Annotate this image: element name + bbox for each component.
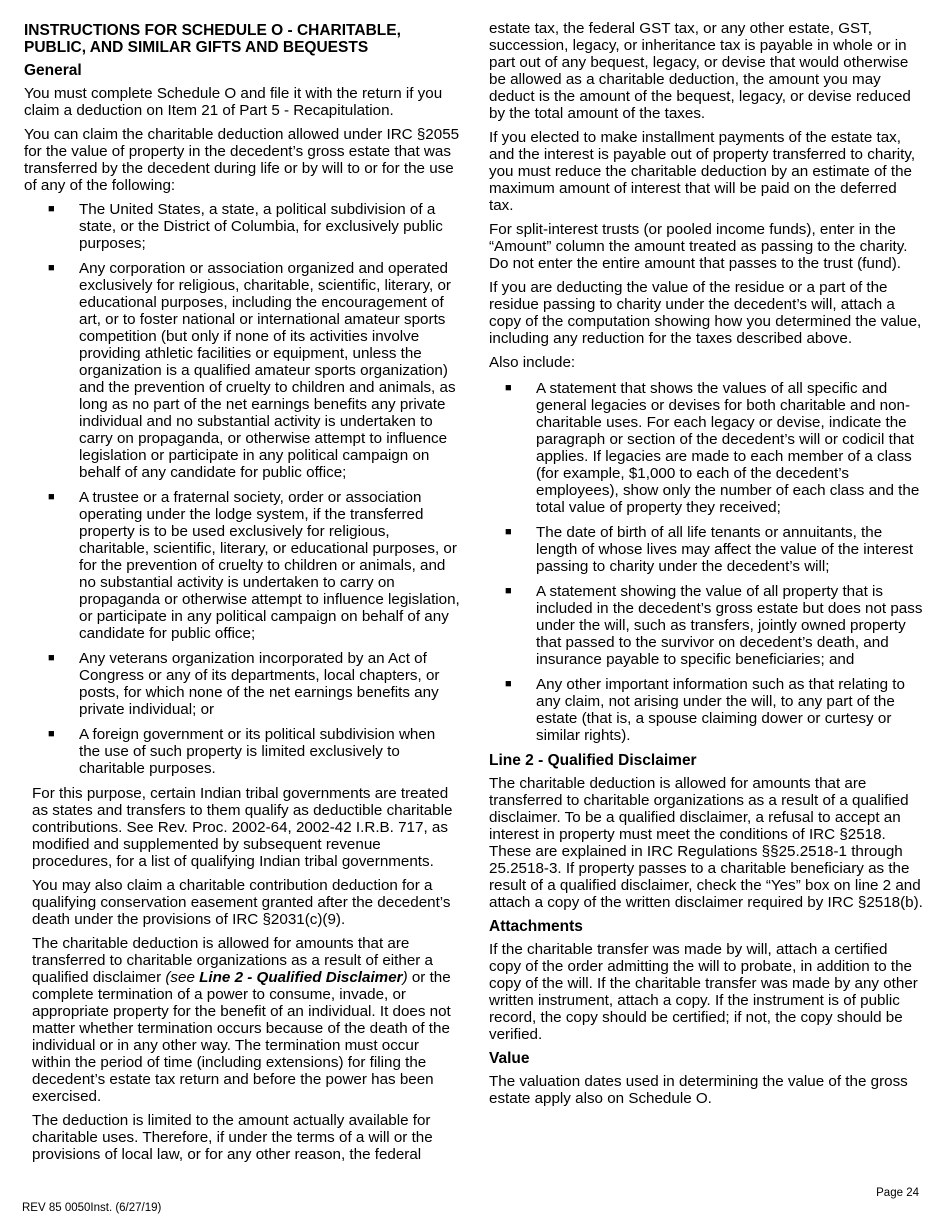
paragraph-text: or the complete termination of a power to consume, invade, or appropriate property for the benefit of an individual. It does not matter whether termination occurs because of the death of the individual or in any other way. The termination must occur within the period of time (including extensions) for filing the decedent’s estate tax return and before the power has been exercised.: [32, 969, 451, 1105]
list-item: [24, 201, 460, 252]
list-item: [489, 676, 923, 744]
bullet-icon: ■: [505, 678, 512, 690]
list-item: [24, 260, 460, 481]
page-title: INSTRUCTIONS FOR SCHEDULE O - CHARITABLE, PUBLIC, AND SIMILAR GIFTS AND BEQUESTS: [24, 22, 401, 56]
bullet-icon: ■: [48, 652, 55, 664]
deduction-limit-paragraph: The deduction is limited to the amount actually available for charitable uses. Therefore, if under the terms of a will or the provisions of local law, or for any other reason, the federal: [32, 1112, 433, 1163]
list-item-text: The United States, a state, a political subdivision of a state, or the District of Columbia, for exclusively public purposes;: [79, 201, 443, 252]
bullet-icon: ■: [48, 262, 55, 274]
attachments-paragraph: If the charitable transfer was made by will, attach a certified copy of the order admitting the will to probate, in addition to the copy of the will. If the charitable transfer was made by any other written instrument, attach a copy. If the instrument is of public record, the copy should be certified; if not, the copy should be verified.: [489, 941, 918, 1043]
list-item: [489, 524, 923, 575]
list-item-text: Any veterans organization incorporated by an Act of Congress or any of its departments, local chapters, or posts, for which none of the net earnings benefits any private individual; or: [79, 650, 440, 718]
paragraph-text: The charitable deduction is allowed for amounts that are transferred to charitable organizations as a result of either a qualified disclaimer: [32, 935, 434, 986]
bullet-icon: ■: [48, 203, 55, 215]
also-include-list: [489, 380, 923, 744]
value-heading: Value: [489, 1050, 530, 1067]
residue-paragraph: If you are deducting the value of the residue or a part of the residue passing to charity under the decedent’s will, attach a copy of the computation showing how you determined the value, including any reduction for the taxes described above.: [489, 279, 922, 347]
bullet-icon: ■: [505, 526, 512, 538]
bullet-icon: ■: [505, 382, 512, 394]
split-interest-paragraph: For split-interest trusts (or pooled income funds), enter in the “Amount” column the amount treated as passing to the charity. Do not enter the entire amount that passes to the trust (fund).: [489, 221, 908, 272]
general-paragraph-1: You must complete Schedule O and file it with the return if you claim a deduction on Item 21 of Part 5 - Recapitulation.: [24, 85, 443, 119]
eligible-recipients-list: [24, 201, 460, 777]
general-paragraph-2: You can claim the charitable deduction allowed under IRC §2055 for the value of property in the decedent’s gross estate that was transferred by the decedent during life or by will to or for the use of any of the following:: [24, 126, 460, 194]
general-heading: General: [24, 62, 82, 79]
list-item: [24, 650, 460, 718]
qualified-disclaimer-paragraph: [32, 935, 460, 1105]
list-item-text: Any other important information such as that relating to any claim, not arising under the will, to any part of the estate (that is, a spouse claiming dower or curtesy or similar rights).: [536, 676, 905, 744]
list-item: [489, 380, 923, 516]
list-item-text: A trustee or a fraternal society, order or association operating under the lodge system, if the transferred property is to be used exclusively for religious, charitable, scientific, literary, or educational purposes, or for the prevention of cruelty to children or animals, and no substantial activity is undertaken to carry on propaganda or otherwise attempt to influence legislation, or participate in any political campaign on behalf of any candidate for public office;: [79, 489, 460, 642]
page-number: Page 24: [876, 1187, 919, 1199]
value-paragraph: The valuation dates used in determining the value of the gross estate apply also on Schedule O.: [489, 1073, 908, 1107]
left-column: [24, 20, 460, 1170]
list-item: [24, 489, 460, 642]
bullet-icon: ■: [505, 585, 512, 597]
taxes-paragraph: estate tax, the federal GST tax, or any other estate, GST, succession, legacy, or inheritance tax is payable in whole or in part out of any bequest, legacy, or devise that would otherwise be allowed as a charitable deduction, the amount you may deduct is the amount of the bequest, legacy, or devise reduced by the total amount of the taxes.: [489, 20, 911, 122]
bullet-icon: ■: [48, 491, 55, 503]
installment-paragraph: If you elected to make installment payments of the estate tax, and the interest is payable out of property transferred to charity, you must reduce the charitable deduction by an estimate of the maximum amount of interest that will be paid on the deferred tax.: [489, 129, 916, 214]
list-item: [489, 583, 923, 668]
tribal-governments-paragraph: For this purpose, certain Indian tribal governments are treated as states and transfers to them qualify as deductible charitable contributions. See Rev. Proc. 2002-64, 2002-42 I.R.B. 717, as modified and supplemented by subsequent revenue procedures, for a list of qualifying Indian tribal governments.: [32, 785, 453, 870]
right-column: [489, 20, 923, 1114]
list-item-text: A statement that shows the values of all specific and general legacies or devises for both charitable and non-charitable uses. For each legacy or devise, indicate the paragraph or section of the decedent’s will or codicil that applies. If legacies are made to each member of a class (for example, $1,000 to each of the decedent’s employees), show only the number of each class and the total value of property they received;: [536, 380, 920, 516]
see-text: (see: [165, 969, 200, 986]
close-paren: ): [402, 969, 408, 986]
conservation-easement-paragraph: You may also claim a charitable contribution deduction for a qualifying conservation easement granted after the decedent’s death under the provisions of IRC §2031(c)(9).: [32, 877, 451, 928]
line-2-paragraph: The charitable deduction is allowed for amounts that are transferred to charitable organizations as a result of a qualified disclaimer. To be a qualified disclaimer, a refusal to accept an interest in property must meet the conditions of IRC §2518. These are explained in IRC Regulations §§25.2518-1 through 25.2518-3. If property passes to a charitable beneficiary as the result of a qualified disclaimer, check the “Yes” box on line 2 and attach a copy of the written disclaimer required by IRC §2518(b).: [489, 775, 923, 911]
list-item-text: Any corporation or association organized and operated exclusively for religious, charitable, scientific, literary, or educational purposes, including the encouragement of art, or to foster national or international amateur sports competition (but only if none of its activities involve providing athletic facilities or equipment, unless the organization is a qualified amateur sports organization) and the prevention of cruelty to children and animals, as long as no part of the net earnings benefits any private individual and no substantial activity is undertaken to carry on propaganda, or otherwise attempt to influence legislation or participate in any political campaign on behalf of any candidate for public office;: [79, 260, 456, 481]
list-item-text: A statement showing the value of all property that is included in the decedent’s gross estate but does not pass under the will, such as transfers, jointly owned property that passed to the survivor on decedent’s death, and insurance payable to specific beneficiaries; and: [536, 583, 923, 668]
also-include-label: Also include:: [489, 354, 576, 371]
line-2-reference: Line 2 - Qualified Disclaimer: [199, 969, 403, 986]
attachments-heading: Attachments: [489, 918, 583, 935]
list-item-text: A foreign government or its political subdivision when the use of such property is limited exclusively to charitable purposes.: [79, 726, 436, 777]
line-2-heading: Line 2 - Qualified Disclaimer: [489, 752, 697, 769]
list-item: [24, 726, 460, 777]
form-revision-id: REV 85 0050Inst. (6/27/19): [22, 1202, 162, 1214]
list-item-text: The date of birth of all life tenants or annuitants, the length of whose lives may affect the value of the interest passing to charity under the decedent’s will;: [536, 524, 914, 575]
bullet-icon: ■: [48, 728, 55, 740]
